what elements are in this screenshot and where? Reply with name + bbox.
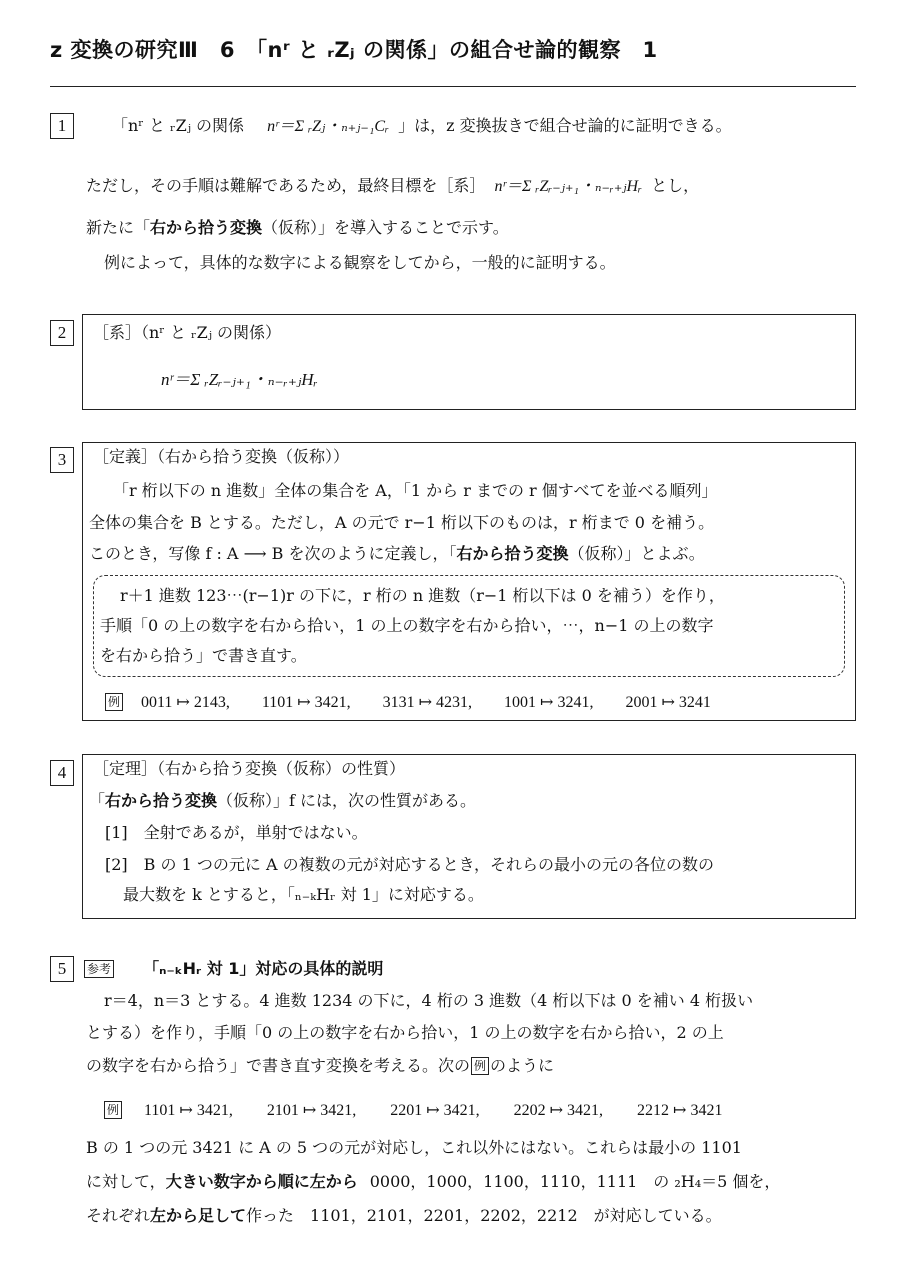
s5-line3-text-a: の数字を右から拾う」で書き直す変換を考える。次の [86, 1056, 471, 1075]
s5-line6-text-b: 作った 1101，2101，2201，2202，2212 が対応している。 [246, 1206, 722, 1225]
s5-line-1: r＝4，n＝3 とする。4 進数 1234 の下に，4 桁の 3 進数（4 桁以下は 0 を補い 4 桁扱い [104, 991, 754, 1010]
section-2-frame [82, 314, 856, 410]
s3-line3-bold: 右から拾う変換 [456, 544, 569, 563]
s5-line3-tag: 例 [471, 1057, 489, 1075]
s5-line5-text-a: に対して， [86, 1172, 166, 1191]
s5-heading: 「ₙ₋ₖHᵣ 対 1」対応の具体的説明 [143, 959, 384, 978]
section-3-number: 3 [50, 447, 74, 473]
s3-example-5: 2001 ↦ 3241 [625, 694, 711, 711]
s5-line-3 [86, 1057, 554, 1075]
s5-line5-bold: 大きい数字から順に左から [165, 1172, 358, 1191]
s4-line1-bold: 右から拾う変換 [105, 791, 218, 810]
s3-example-2: 1101 ↦ 3421, [261, 694, 351, 711]
section-1-line-4: 例によって，具体的な数字による観察をしてから，一般的に証明する。 [104, 253, 616, 272]
s5-line-2: とする）を作り，手順「0 の上の数字を右から拾い，1 の上の数字を右から拾い，2 の上 [86, 1023, 724, 1042]
s4-header: ［定理］（右から拾う変換（仮称）の性質） [93, 759, 406, 778]
s5-heading-line [84, 960, 383, 978]
s3-line-1: 「r 桁以下の n 進数」全体の集合を A，「1 から r までの r 個すべてを並べる順列」 [113, 481, 718, 500]
s1-line1-text-b: 」は，z 変換抜きで組合せ論的に証明できる。 [398, 116, 732, 135]
s4-line1-text-a: 「 [89, 791, 106, 810]
s3-line3-text-a: このとき，写像 f : A ⟶ B を次のように定義し，「 [89, 544, 457, 563]
s2-formula: nʳ＝Σ ᵣZᵣ₋ⱼ₊₁・ₙ₋ᵣ₊ⱼHᵣ [161, 370, 318, 389]
s3-procedure-line-1: r＋1 進数 123⋯(r−1)r の下に，r 桁の n 進数（r−1 桁以下は 0 を補う）を作り， [120, 586, 725, 605]
s1-line3-text-b: （仮称）」を導入することで示す。 [262, 218, 509, 237]
section-1-line-1 [112, 118, 732, 135]
s5-example-2: 2101 ↦ 3421, [266, 1102, 357, 1119]
s1-line3-bold: 右から拾う変換 [150, 218, 263, 237]
s3-line-3 [89, 546, 705, 562]
s1-line3-text-a: 新たに「 [86, 218, 151, 237]
s1-line2-text-a: ただし，その手順は難解であるため，最終目標を［系］ [86, 176, 486, 195]
s1-line2-text-b: とし， [651, 176, 700, 195]
s2-header: ［系］（nʳ と ᵣZⱼ の関係） [93, 323, 282, 342]
s5-line3-text-b: のように [490, 1056, 555, 1075]
s4-line1-text-b: （仮称）」f には，次の性質がある。 [217, 791, 477, 810]
s3-procedure-line-2: 手順「0 の上の数字を右から拾い，1 の上の数字を右から拾い，⋯，n−1 の上の数字 [100, 616, 714, 635]
s5-line-4: B の 1 つの元 3421 に A の 5 つの元が対応し，これ以外にはない。これらは最小の 1101 [86, 1138, 742, 1157]
s4-item-2: [2] B の 1 つの元に A の複数の元が対応するとき，それらの最小の元の各位の数の [105, 855, 714, 874]
s5-example-1: 1101 ↦ 3421, [144, 1102, 233, 1119]
s3-examples [105, 693, 711, 711]
section-2-number: 2 [50, 320, 74, 346]
s5-line5-text-b: 0000，1000，1100，1110，1111 の ₂H₄＝5 個を， [369, 1172, 781, 1191]
s4-line-1 [89, 793, 476, 809]
s1-line1-text-a: 「nʳ と ᵣZⱼ の関係 [112, 116, 245, 135]
section-4-number: 4 [50, 760, 74, 786]
s5-example-4: 2202 ↦ 3421, [513, 1102, 604, 1119]
s5-line-6 [86, 1208, 722, 1224]
s3-example-3: 3131 ↦ 4231, [382, 694, 473, 711]
s5-example-tag: 例 [104, 1101, 122, 1119]
s3-example-1: 0011 ↦ 2143, [141, 694, 230, 711]
s1-line2-formula: nʳ＝Σ ᵣZᵣ₋ⱼ₊₁・ₙ₋ᵣ₊ⱼHᵣ [494, 178, 643, 195]
section-1-line-3 [86, 220, 509, 236]
s3-line3-text-b: （仮称）」とよぶ。 [568, 544, 705, 563]
page-title: z 変換の研究Ⅲ 6 「nʳ と ᵣZⱼ の関係」の組合せ論的観察 1 [50, 38, 658, 62]
s5-line6-bold: 左から足して [150, 1206, 247, 1225]
s5-line6-text-a: それぞれ [86, 1206, 151, 1225]
section-1-number: 1 [50, 113, 74, 139]
s5-example-5: 2212 ↦ 3421 [637, 1102, 723, 1119]
s4-item-2-cont: 最大数を k とすると，「ₙ₋ₖHᵣ 対 1」に対応する。 [123, 885, 484, 904]
section-3-frame [82, 442, 856, 721]
s5-examples [104, 1101, 722, 1119]
section-4-frame [82, 754, 856, 919]
s3-procedure-box [93, 575, 845, 677]
s3-header: ［定義］（右から拾う変換（仮称）） [93, 447, 350, 466]
section-5-number: 5 [50, 956, 74, 982]
s3-line-2: 全体の集合を B とする。ただし，A の元で r−1 桁以下のものは，r 桁まで 0 を補う。 [89, 513, 715, 532]
s3-example-tag: 例 [105, 693, 123, 711]
s3-procedure-line-3: を右から拾う」で書き直す。 [100, 646, 307, 665]
s5-line-5 [86, 1174, 780, 1190]
s3-example-4: 1001 ↦ 3241, [504, 694, 594, 711]
title-rule [50, 86, 856, 87]
s5-example-3: 2201 ↦ 3421, [390, 1102, 480, 1119]
section-1-line-2 [86, 178, 699, 195]
s5-reference-tag: 参考 [84, 960, 114, 978]
s4-item-1: [1] 全射であるが，単射ではない。 [105, 823, 368, 842]
s1-line1-formula: nʳ＝Σ ᵣZⱼ・ₙ₊ⱼ₋₁Cᵣ [267, 118, 390, 135]
